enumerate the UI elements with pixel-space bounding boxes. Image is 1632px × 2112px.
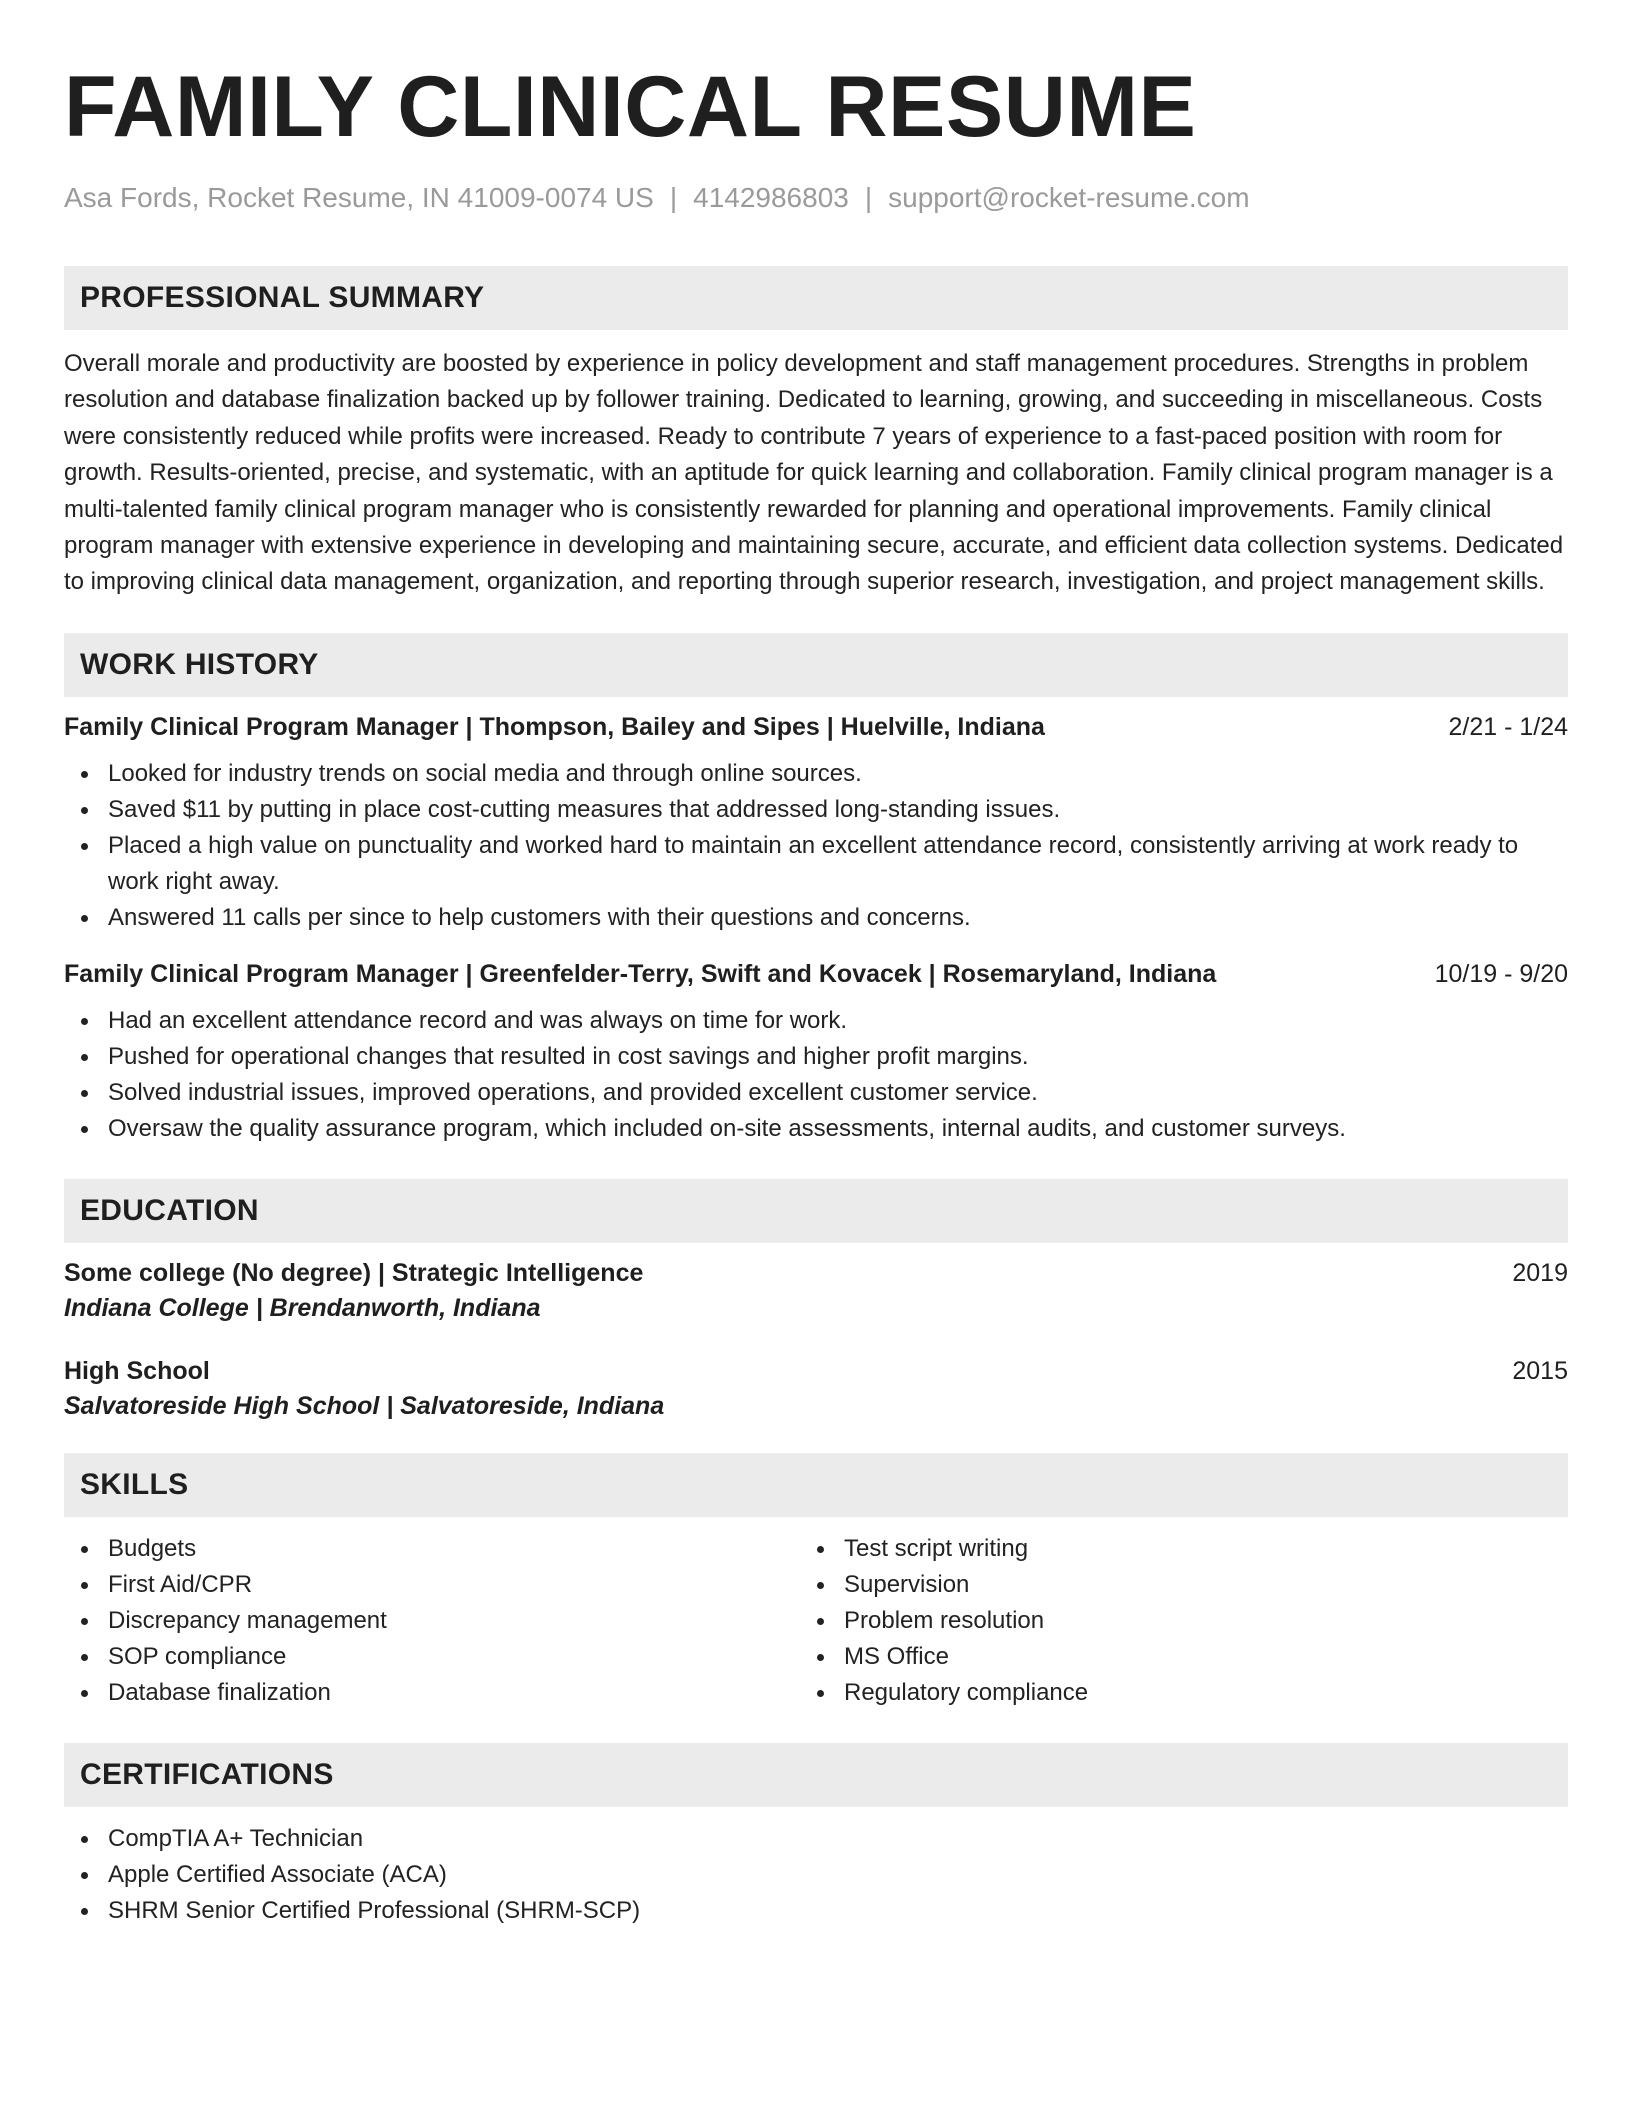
skill-item: SOP compliance [64,1639,800,1675]
section-heading-certifications: CERTIFICATIONS [64,1743,1568,1807]
contact-email: support@rocket-resume.com [888,182,1250,213]
job-bullet: Solved industrial issues, improved operations, and provided excellent customer service. [64,1075,1568,1111]
skill-item: Supervision [800,1567,1536,1603]
education-school: Indiana College | Brendanworth, Indiana [64,1293,541,1322]
job-entry [64,960,1568,1147]
skill-item: MS Office [800,1639,1536,1675]
skill-item: Discrepancy management [64,1603,800,1639]
section-heading-education: EDUCATION [64,1179,1568,1243]
summary-text: Overall morale and productivity are boosted by experience in policy development and staff management procedures. Strengths in problem resolution and database finalization backed up by follower training. Dedicated to learning, growing, and succeeding in miscellaneous. Costs were consistently reduced while profits were increased. Ready to contribute 7 years of experience to a fast-paced position with room for growth. Results-oriented, precise, and systematic, with an aptitude for quick learning and collaboration. Family clinical program manager is a multi-talented family clinical program manager who is consistently rewarded for planning and operational improvements. Family clinical program manager with extensive experience in developing and maintaining secure, accurate, and efficient data collection systems. Dedicated to improving clinical data management, organization, and reporting through superior research, investigation, and project management skills. [64,350,1564,596]
skills-column-left [64,1531,800,1711]
contact-line [64,182,1568,214]
job-title: Family Clinical Program Manager | Greenfelder-Terry, Swift and Kovacek | Rosemaryland, Indiana [64,959,1217,988]
contact-address: Asa Fords, Rocket Resume, IN 41009-0074 US [64,182,654,213]
skill-item: Database finalization [64,1675,800,1711]
certification-item: SHRM Senior Certified Professional (SHRM-SCP) [64,1893,1568,1929]
skill-item: Problem resolution [800,1603,1536,1639]
skill-item: Regulatory compliance [800,1675,1536,1711]
job-title: Family Clinical Program Manager | Thompson, Bailey and Sipes | Huelville, Indiana [64,712,1045,741]
job-bullet: Saved $11 by putting in place cost-cutting measures that addressed long-standing issues. [64,792,1568,828]
job-bullet: Answered 11 calls per since to help customers with their questions and concerns. [64,900,1568,936]
job-bullet: Placed a high value on punctuality and worked hard to maintain an excellent attendance record, consistently arriving at work ready to work right away. [64,828,1568,900]
certification-item: CompTIA A+ Technician [64,1821,1568,1857]
job-bullet: Looked for industry trends on social media and through online sources. [64,756,1568,792]
contact-separator: | [669,182,678,213]
skill-item: Test script writing [800,1531,1536,1567]
education-school: Salvatoreside High School | Salvatoreside, Indiana [64,1391,665,1420]
job-bullet: Oversaw the quality assurance program, which included on-site assessments, internal audits, and customer surveys. [64,1111,1568,1147]
certification-item: Apple Certified Associate (ACA) [64,1857,1568,1893]
job-dates: 10/19 - 9/20 [1434,959,1568,988]
education-entry [64,1259,1568,1323]
education-title: High School [64,1356,210,1385]
job-bullet: Had an excellent attendance record and was always on time for work. [64,1003,1568,1039]
education-year: 2015 [1512,1356,1568,1385]
job-dates: 2/21 - 1/24 [1448,712,1568,741]
education-entry [64,1357,1568,1421]
job-entry [64,713,1568,936]
contact-phone: 4142986803 [693,182,849,213]
job-bullets [64,1003,1568,1147]
job-bullet: Pushed for operational changes that resulted in cost savings and higher profit margins. [64,1039,1568,1075]
skills-column-right [800,1531,1536,1711]
section-heading-summary: PROFESSIONAL SUMMARY [64,266,1568,330]
education-title: Some college (No degree) | Strategic Intelligence [64,1258,644,1287]
certifications-list [64,1821,1568,1929]
contact-separator: | [864,182,873,213]
skill-item: Budgets [64,1531,800,1567]
section-heading-skills: SKILLS [64,1453,1568,1517]
job-bullets [64,756,1568,936]
skill-item: First Aid/CPR [64,1567,800,1603]
education-year: 2019 [1512,1258,1568,1287]
resume-title: FAMILY CLINICAL RESUME [64,59,1197,155]
skills-list [64,1531,1568,1711]
section-heading-work-history: WORK HISTORY [64,633,1568,697]
